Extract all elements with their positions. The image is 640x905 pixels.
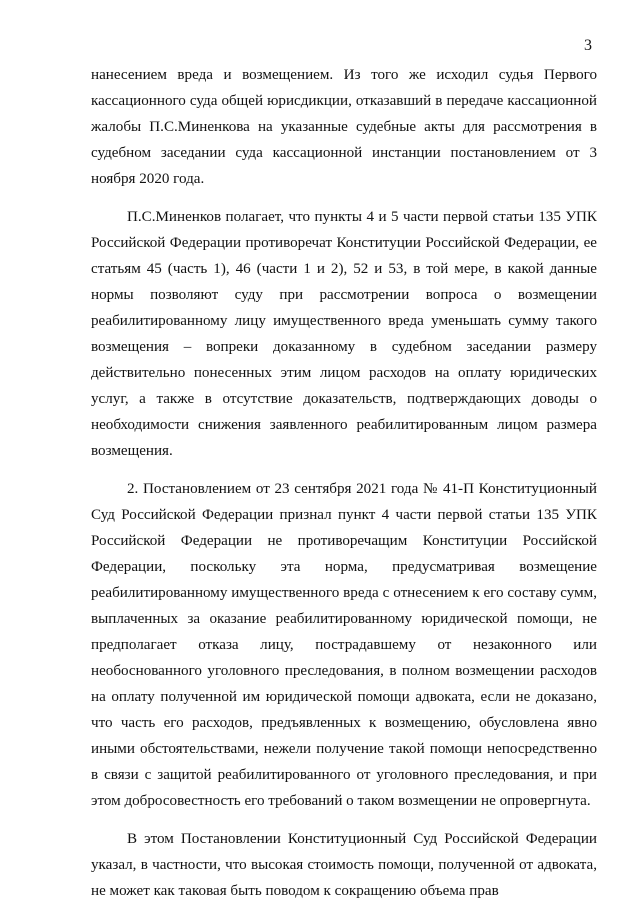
paragraph-2: П.С.Миненков полагает, что пункты 4 и 5 части первой статьи 135 УПК Российской Федерации противоречат Конституции Российской Федерации, ее статьям 45 (часть 1), 46 (части 1 и 2), 52 и 53, в той мере, в какой данные нормы позволяют суду при рассмотрении вопроса о возмещении реабилитированному лицу имущественного вреда уменьшать сумму такого возмещения – вопреки доказанному в судебном заседании размеру действительно понесенных этим лицом расходов на оплату юридических услуг, а также в отсутствие доказательств, подтверждающих доводы о необходимости снижения заявленного реабилитированным лицом размера возмещения.: [91, 209, 597, 459]
paragraph-spacer: [91, 192, 597, 204]
paragraph-1: нанесением вреда и возмещением. Из того же исходил судья Первого кассационного суда общей юрисдикции, отказавший в передаче кассационной жалобы П.С.Миненкова на указанные судебные акты для рассмотрения в судебном заседании суда кассационной инстанции постановлением от 3 ноября 2020 года.: [91, 67, 597, 187]
paragraph-4: В этом Постановлении Конституционный Суд Российской Федерации указал, в частности, что высокая стоимость помощи, полученной от адвоката, не может как таковая быть поводом к сокращению объема прав: [91, 831, 597, 899]
document-body: [91, 62, 597, 904]
page-number: 3: [584, 37, 592, 54]
paragraph-spacer: [91, 814, 597, 826]
paragraph-3: 2. Постановлением от 23 сентября 2021 года № 41-П Конституционный Суд Российской Федерации признал пункт 4 части первой статьи 135 УПК Российской Федерации не противоречащим Конституции Российской Федерации, поскольку эта норма, предусматривая возмещение реабилитированному имущественного вреда с отнесением к его составу сумм, выплаченных за оказание реабилитированному юридической помощи, не предполагает отказа лицу, пострадавшему от незаконного или необоснованного уголовного преследования, в полном возмещении расходов на оплату полученной им юридической помощи адвоката, если не доказано, что часть его расходов, предъявленных к возмещению, обусловлена явно иными обстоятельствами, нежели получение такой помощи непосредственно в связи с защитой реабилитированного от уголовного преследования, и при этом добросовестность его требований о таком возмещении не опровергнута.: [91, 481, 597, 809]
paragraph-spacer: [91, 464, 597, 476]
